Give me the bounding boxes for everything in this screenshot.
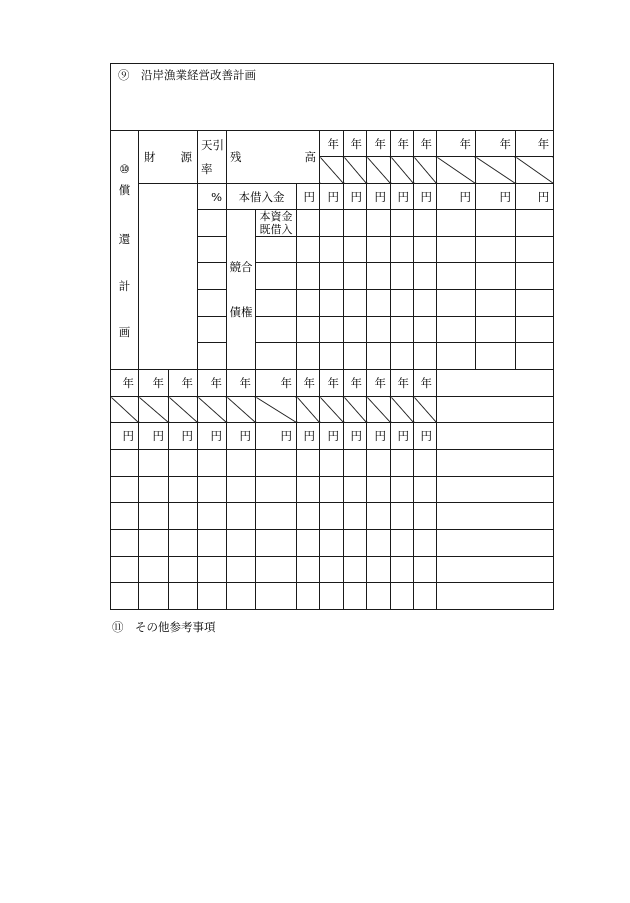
amount-cell (227, 503, 256, 530)
amount-cell (111, 503, 139, 530)
year-diagonal-cell (111, 397, 139, 423)
year-diagonal-cell (414, 157, 437, 184)
blank-cell (437, 370, 554, 397)
year-amount-unit: 円 (139, 423, 169, 450)
principal-loan-row (111, 184, 554, 210)
discount-rate-cell (198, 237, 227, 263)
year-header-cell: 年 (297, 370, 320, 397)
year-diagonal-cell (391, 397, 414, 423)
existing-loan-label: 既借入 (259, 223, 293, 236)
year-amount-cell (320, 290, 344, 317)
year-amount-unit: 円 (227, 423, 256, 450)
year-amount-cell (516, 237, 554, 263)
loan-type-cell (256, 343, 297, 370)
blank-cell (437, 503, 554, 530)
amount-cell (297, 503, 320, 530)
plan-form-table (110, 63, 554, 610)
funding-source-header (139, 131, 198, 184)
section10-title-char: 還 (118, 232, 131, 246)
balance-char: 高 (304, 150, 316, 164)
amount-cell (111, 450, 139, 477)
amount-cell (198, 557, 227, 583)
year-amount-cell (437, 290, 476, 317)
year-amount-cell (391, 263, 414, 290)
amount-cell (391, 557, 414, 583)
amount-cell (139, 557, 169, 583)
year-amount-cell (320, 237, 344, 263)
year-diagonal-cell (367, 157, 391, 184)
balance-cell (297, 343, 320, 370)
discount-rate-cell (198, 317, 227, 343)
year-amount-cell (320, 263, 344, 290)
year-amount-cell (414, 343, 437, 370)
amount-cell (414, 450, 437, 477)
section9-row (111, 64, 554, 131)
year-amount-cell (414, 263, 437, 290)
year-amount-cell (437, 317, 476, 343)
funding-source-label (139, 150, 197, 164)
blank-cell (437, 450, 554, 477)
year-amount-cell (414, 317, 437, 343)
year-amount-cell (391, 210, 414, 237)
existing-loan-cell (256, 210, 297, 237)
amount-cell (320, 477, 344, 503)
amount-cell (367, 530, 391, 557)
funding-source-char: 財 (144, 150, 156, 164)
year-amount-unit: 円 (414, 184, 437, 210)
amount-cell (391, 583, 414, 610)
competing-claims-label: 債権 (229, 304, 253, 319)
amount-cell (414, 530, 437, 557)
amount-cell (198, 450, 227, 477)
year-header-cell: 年 (227, 370, 256, 397)
year-header-cell: 年 (437, 131, 476, 157)
year-amount-unit: 円 (320, 423, 344, 450)
amount-cell (256, 530, 297, 557)
year-amount-cell (476, 210, 516, 237)
amount-cell (111, 557, 139, 583)
year-amount-cell (320, 210, 344, 237)
year-header-cell: 年 (344, 370, 367, 397)
funding-source-cell (139, 184, 198, 370)
loan-type-cell (256, 263, 297, 290)
amount-cell (367, 450, 391, 477)
repayment-header-row (111, 131, 554, 157)
year-amount-unit: 円 (344, 423, 367, 450)
year-amount-cell (516, 343, 554, 370)
amount-cell (391, 477, 414, 503)
amount-cell (320, 503, 344, 530)
amount-cell (297, 477, 320, 503)
year-amount-cell (414, 290, 437, 317)
amount-cell (227, 557, 256, 583)
year-amount-unit: 円 (169, 423, 198, 450)
blank-cell (437, 530, 554, 557)
blank-cell (437, 423, 554, 450)
year-amount-cell (437, 210, 476, 237)
year-amount-cell (414, 210, 437, 237)
balance-cell (297, 290, 320, 317)
amount-cell (227, 583, 256, 610)
section10-title-char: 画 (118, 325, 131, 339)
year-diagonal-cell (198, 397, 227, 423)
year-amount-cell (344, 210, 367, 237)
balance-label (227, 150, 319, 164)
year-amount-cell (437, 263, 476, 290)
discount-rate-unit: % (198, 184, 227, 210)
year-amount-unit: 円 (344, 184, 367, 210)
balance-cell (297, 317, 320, 343)
year-amount-cell (367, 263, 391, 290)
amount-cell (297, 583, 320, 610)
section10-number: ⑩ (119, 162, 130, 176)
discount-rate-header (198, 131, 227, 184)
year-amount-cell (516, 263, 554, 290)
amount-cell (391, 530, 414, 557)
amount-cell (391, 450, 414, 477)
balance-char: 残 (230, 150, 242, 164)
year-amount-cell (320, 343, 344, 370)
year-header-cell: 年 (344, 131, 367, 157)
loan-type-cell (256, 237, 297, 263)
year-amount-unit: 円 (391, 423, 414, 450)
year-amount-unit: 円 (320, 184, 344, 210)
year-amount-cell (476, 343, 516, 370)
year-amount-cell (476, 237, 516, 263)
blank-cell (437, 397, 554, 423)
amount-cell (414, 503, 437, 530)
lower-year-header-row (111, 370, 554, 397)
year-header-cell: 年 (414, 370, 437, 397)
competing-claims-cell (227, 210, 256, 370)
year-diagonal-cell (256, 397, 297, 423)
amount-cell (344, 583, 367, 610)
year-diagonal-cell (344, 157, 367, 184)
amount-cell (367, 503, 391, 530)
amount-cell (367, 583, 391, 610)
year-amount-cell (516, 317, 554, 343)
year-amount-unit: 円 (476, 184, 516, 210)
year-amount-unit: 円 (367, 184, 391, 210)
year-diagonal-cell (476, 157, 516, 184)
year-header-cell: 年 (256, 370, 297, 397)
balance-header (227, 131, 320, 184)
amount-cell (256, 557, 297, 583)
year-header-cell: 年 (367, 131, 391, 157)
year-amount-cell (367, 290, 391, 317)
amount-cell (139, 503, 169, 530)
loan-type-cell (256, 290, 297, 317)
discount-rate-label: 天引率 (201, 138, 224, 176)
amount-cell (344, 530, 367, 557)
principal-loan-label: 本借入金 (227, 184, 297, 210)
amount-cell (227, 450, 256, 477)
year-amount-cell (391, 343, 414, 370)
amount-cell (391, 503, 414, 530)
amount-cell (256, 503, 297, 530)
lower-unit-row (111, 423, 554, 450)
year-header-cell: 年 (111, 370, 139, 397)
amount-cell (169, 583, 198, 610)
loan-type-cell (256, 317, 297, 343)
discount-rate-cell (198, 263, 227, 290)
year-amount-cell (320, 317, 344, 343)
year-diagonal-cell (344, 397, 367, 423)
amount-cell (367, 477, 391, 503)
amount-cell (256, 477, 297, 503)
amount-cell (111, 583, 139, 610)
year-diagonal-cell (437, 157, 476, 184)
lower-year-diagonal-row (111, 397, 554, 423)
blank-cell (437, 583, 554, 610)
year-amount-cell (437, 343, 476, 370)
amount-cell (139, 583, 169, 610)
amount-cell (169, 450, 198, 477)
amount-cell (344, 557, 367, 583)
lower-blank-row (111, 477, 554, 503)
amount-cell (139, 530, 169, 557)
amount-cell (139, 450, 169, 477)
year-header-cell: 年 (169, 370, 198, 397)
amount-cell (367, 557, 391, 583)
amount-cell (344, 503, 367, 530)
year-header-cell: 年 (391, 131, 414, 157)
amount-cell (169, 557, 198, 583)
year-amount-unit: 円 (437, 184, 476, 210)
amount-cell (111, 477, 139, 503)
amount-cell (414, 557, 437, 583)
year-amount-cell (344, 237, 367, 263)
year-amount-cell (344, 343, 367, 370)
year-diagonal-cell (297, 397, 320, 423)
section11-title: ⑪ その他参考事項 (112, 620, 216, 634)
year-amount-cell (391, 317, 414, 343)
year-amount-cell (344, 290, 367, 317)
year-header-cell: 年 (414, 131, 437, 157)
blank-cell (437, 477, 554, 503)
amount-cell (297, 530, 320, 557)
year-amount-unit: 円 (297, 423, 320, 450)
year-header-cell: 年 (198, 370, 227, 397)
year-diagonal-cell (414, 397, 437, 423)
year-amount-unit: 円 (414, 423, 437, 450)
year-amount-unit: 円 (516, 184, 554, 210)
lower-blank-row (111, 583, 554, 610)
balance-cell (297, 263, 320, 290)
year-amount-cell (391, 290, 414, 317)
year-diagonal-cell (367, 397, 391, 423)
year-header-cell: 年 (476, 131, 516, 157)
year-diagonal-cell (516, 157, 554, 184)
amount-cell (227, 530, 256, 557)
year-amount-cell (437, 237, 476, 263)
amount-cell (198, 477, 227, 503)
year-amount-cell (344, 263, 367, 290)
year-amount-cell (476, 317, 516, 343)
amount-cell (198, 583, 227, 610)
year-amount-cell (367, 210, 391, 237)
year-header-cell: 年 (516, 131, 554, 157)
year-header-cell: 年 (139, 370, 169, 397)
lower-blank-row (111, 503, 554, 530)
year-amount-cell (367, 317, 391, 343)
year-diagonal-cell (391, 157, 414, 184)
year-header-cell: 年 (367, 370, 391, 397)
year-amount-cell (414, 237, 437, 263)
year-amount-cell (516, 210, 554, 237)
amount-cell (227, 477, 256, 503)
year-diagonal-cell (169, 397, 198, 423)
amount-cell (256, 583, 297, 610)
amount-cell (139, 477, 169, 503)
section9-title: ⑨ 沿岸漁業経営改善計画 (118, 68, 256, 82)
amount-cell (344, 450, 367, 477)
lower-blank-row (111, 530, 554, 557)
repayment-plan-label (111, 131, 138, 369)
year-diagonal-cell (320, 397, 344, 423)
blank-cell (437, 557, 554, 583)
amount-cell (320, 583, 344, 610)
existing-loan-label: 本資金 (259, 210, 293, 223)
amount-cell (198, 503, 227, 530)
year-diagonal-cell (227, 397, 256, 423)
year-amount-cell (391, 237, 414, 263)
repayment-plan-label-cell (111, 131, 139, 370)
discount-rate-cell (198, 343, 227, 370)
amount-cell (320, 450, 344, 477)
amount-cell (320, 530, 344, 557)
lower-blank-row (111, 557, 554, 583)
competing-claims-label: 競合 (229, 259, 253, 274)
year-amount-cell (367, 237, 391, 263)
funding-source-char: 源 (180, 150, 192, 164)
year-amount-unit: 円 (367, 423, 391, 450)
amount-cell (344, 477, 367, 503)
amount-cell (256, 450, 297, 477)
year-amount-cell (367, 343, 391, 370)
year-header-cell: 年 (391, 370, 414, 397)
section10-title-char: 償 (118, 183, 131, 197)
amount-cell (297, 450, 320, 477)
year-amount-unit: 円 (111, 423, 139, 450)
year-amount-cell (476, 263, 516, 290)
year-amount-unit: 円 (256, 423, 297, 450)
amount-cell (169, 503, 198, 530)
discount-rate-cell (198, 290, 227, 317)
year-amount-cell (516, 290, 554, 317)
amount-cell (169, 530, 198, 557)
year-header-cell: 年 (320, 131, 344, 157)
year-amount-cell (344, 317, 367, 343)
discount-rate-cell (198, 210, 227, 237)
year-amount-cell (476, 290, 516, 317)
amount-cell (320, 557, 344, 583)
amount-cell (414, 477, 437, 503)
year-header-cell: 年 (320, 370, 344, 397)
lower-blank-row (111, 450, 554, 477)
amount-cell (198, 530, 227, 557)
amount-cell (414, 583, 437, 610)
year-amount-unit: 円 (198, 423, 227, 450)
balance-cell (297, 210, 320, 237)
balance-cell (297, 237, 320, 263)
coastal-fishery-plan-box (111, 64, 554, 131)
year-diagonal-cell (139, 397, 169, 423)
amount-cell (297, 557, 320, 583)
section10-title-char: 計 (118, 279, 131, 293)
amount-cell (111, 530, 139, 557)
year-diagonal-cell (320, 157, 344, 184)
balance-unit: 円 (297, 184, 320, 210)
year-amount-unit: 円 (391, 184, 414, 210)
amount-cell (169, 477, 198, 503)
